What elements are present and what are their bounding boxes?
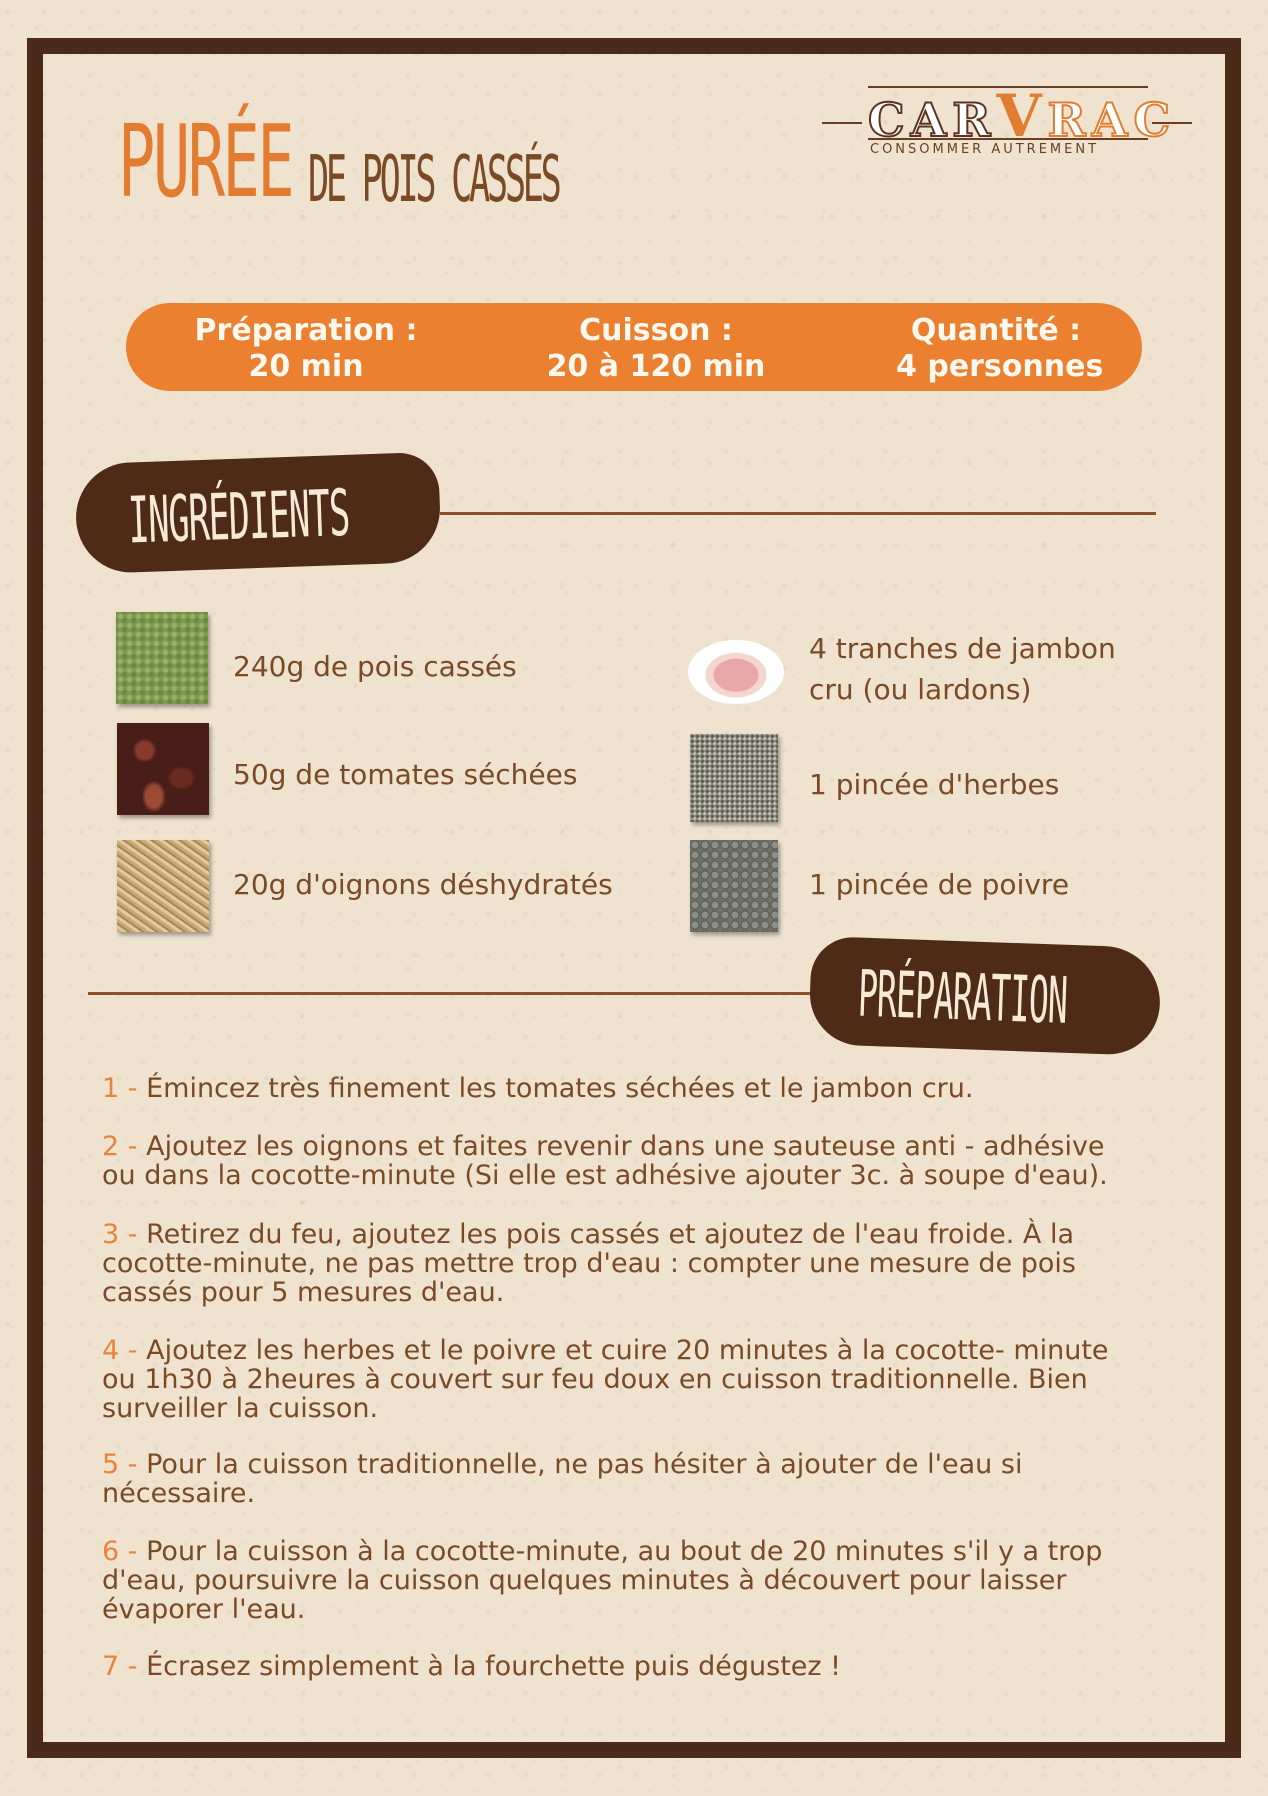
logo-wordmark: CARVRAC <box>868 82 1177 150</box>
step-2: 2 - Ajoutez les oignons et faites revenir dans une sauteuse anti - adhésive ou dans la cocotte-minute (Si elle est adhésive ajouter 3c. à soupe d'eau). <box>102 1131 1108 1191</box>
info-cooking: Cuisson : 20 à 120 min <box>546 313 766 384</box>
recipe-title <box>118 103 763 220</box>
ingredient-dried-onions: 20g d'oignons déshydratés <box>233 868 613 901</box>
step-3: 3 - Retirez du feu, ajoutez les pois cassés et ajoutez de l'eau froide. À la cocotte-minute, ne pas mettre trop d'eau : compter une mesure de pois cassés pour 5 mesures d'eau. <box>102 1219 1076 1308</box>
ingredient-herbs: 1 pincée d'herbes <box>809 768 1060 801</box>
title-sub: DE POIS CASSÉS <box>308 143 559 217</box>
split-peas-photo <box>116 612 208 704</box>
step-4: 4 - Ajoutez les herbes et le poivre et cuire 20 minutes à la cocotte- minute ou 1h30 à 2heures à couvert sur feu doux en cuisson traditionnelle. Bien surveiller la cuisson. <box>102 1335 1109 1424</box>
ingredient-pepper: 1 pincée de poivre <box>809 868 1070 901</box>
herbs-photo <box>690 734 778 822</box>
ingredient-split-peas: 240g de pois cassés <box>233 650 517 683</box>
info-preparation: Préparation : 20 min <box>194 313 418 384</box>
recipe-info-bar <box>126 303 1142 391</box>
ingredients-heading: INGRÉDIENTS <box>74 452 442 575</box>
step-6: 6 - Pour la cuisson à la cocotte-minute, au bout de 20 minutes s'il y a trop d'eau, poursuivre la cuisson quelques minutes à découvert pour laisser évaporer l'eau. <box>102 1536 1103 1625</box>
pepper-photo <box>690 840 778 932</box>
step-5: 5 - Pour la cuisson traditionnelle, ne pas hésiter à ajouter de l'eau si nécessaire. <box>102 1449 1023 1509</box>
ingredients-rule <box>440 512 1156 515</box>
preparation-heading: PRÉPARATION <box>808 936 1162 1056</box>
logo-tagline: CONSOMMER AUTREMENT <box>870 142 1100 157</box>
info-quantity: Quantité : 4 personnes <box>896 313 1104 384</box>
ingredient-ham: 4 tranches de jambon cru (ou lardons) <box>809 632 1116 706</box>
ham-photo <box>688 640 784 704</box>
carvrac-logo <box>822 82 1192 162</box>
step-1: 1 - Émincez très finement les tomates séchées et le jambon cru. <box>102 1073 974 1104</box>
dried-tomatoes-photo <box>117 723 209 815</box>
preparation-rule <box>88 992 818 995</box>
step-7: 7 - Écrasez simplement à la fourchette puis dégustez ! <box>102 1651 841 1682</box>
ingredient-dried-tomatoes: 50g de tomates séchées <box>233 758 578 791</box>
title-main: PURÉE <box>118 103 293 220</box>
dried-onions-photo <box>117 840 209 932</box>
